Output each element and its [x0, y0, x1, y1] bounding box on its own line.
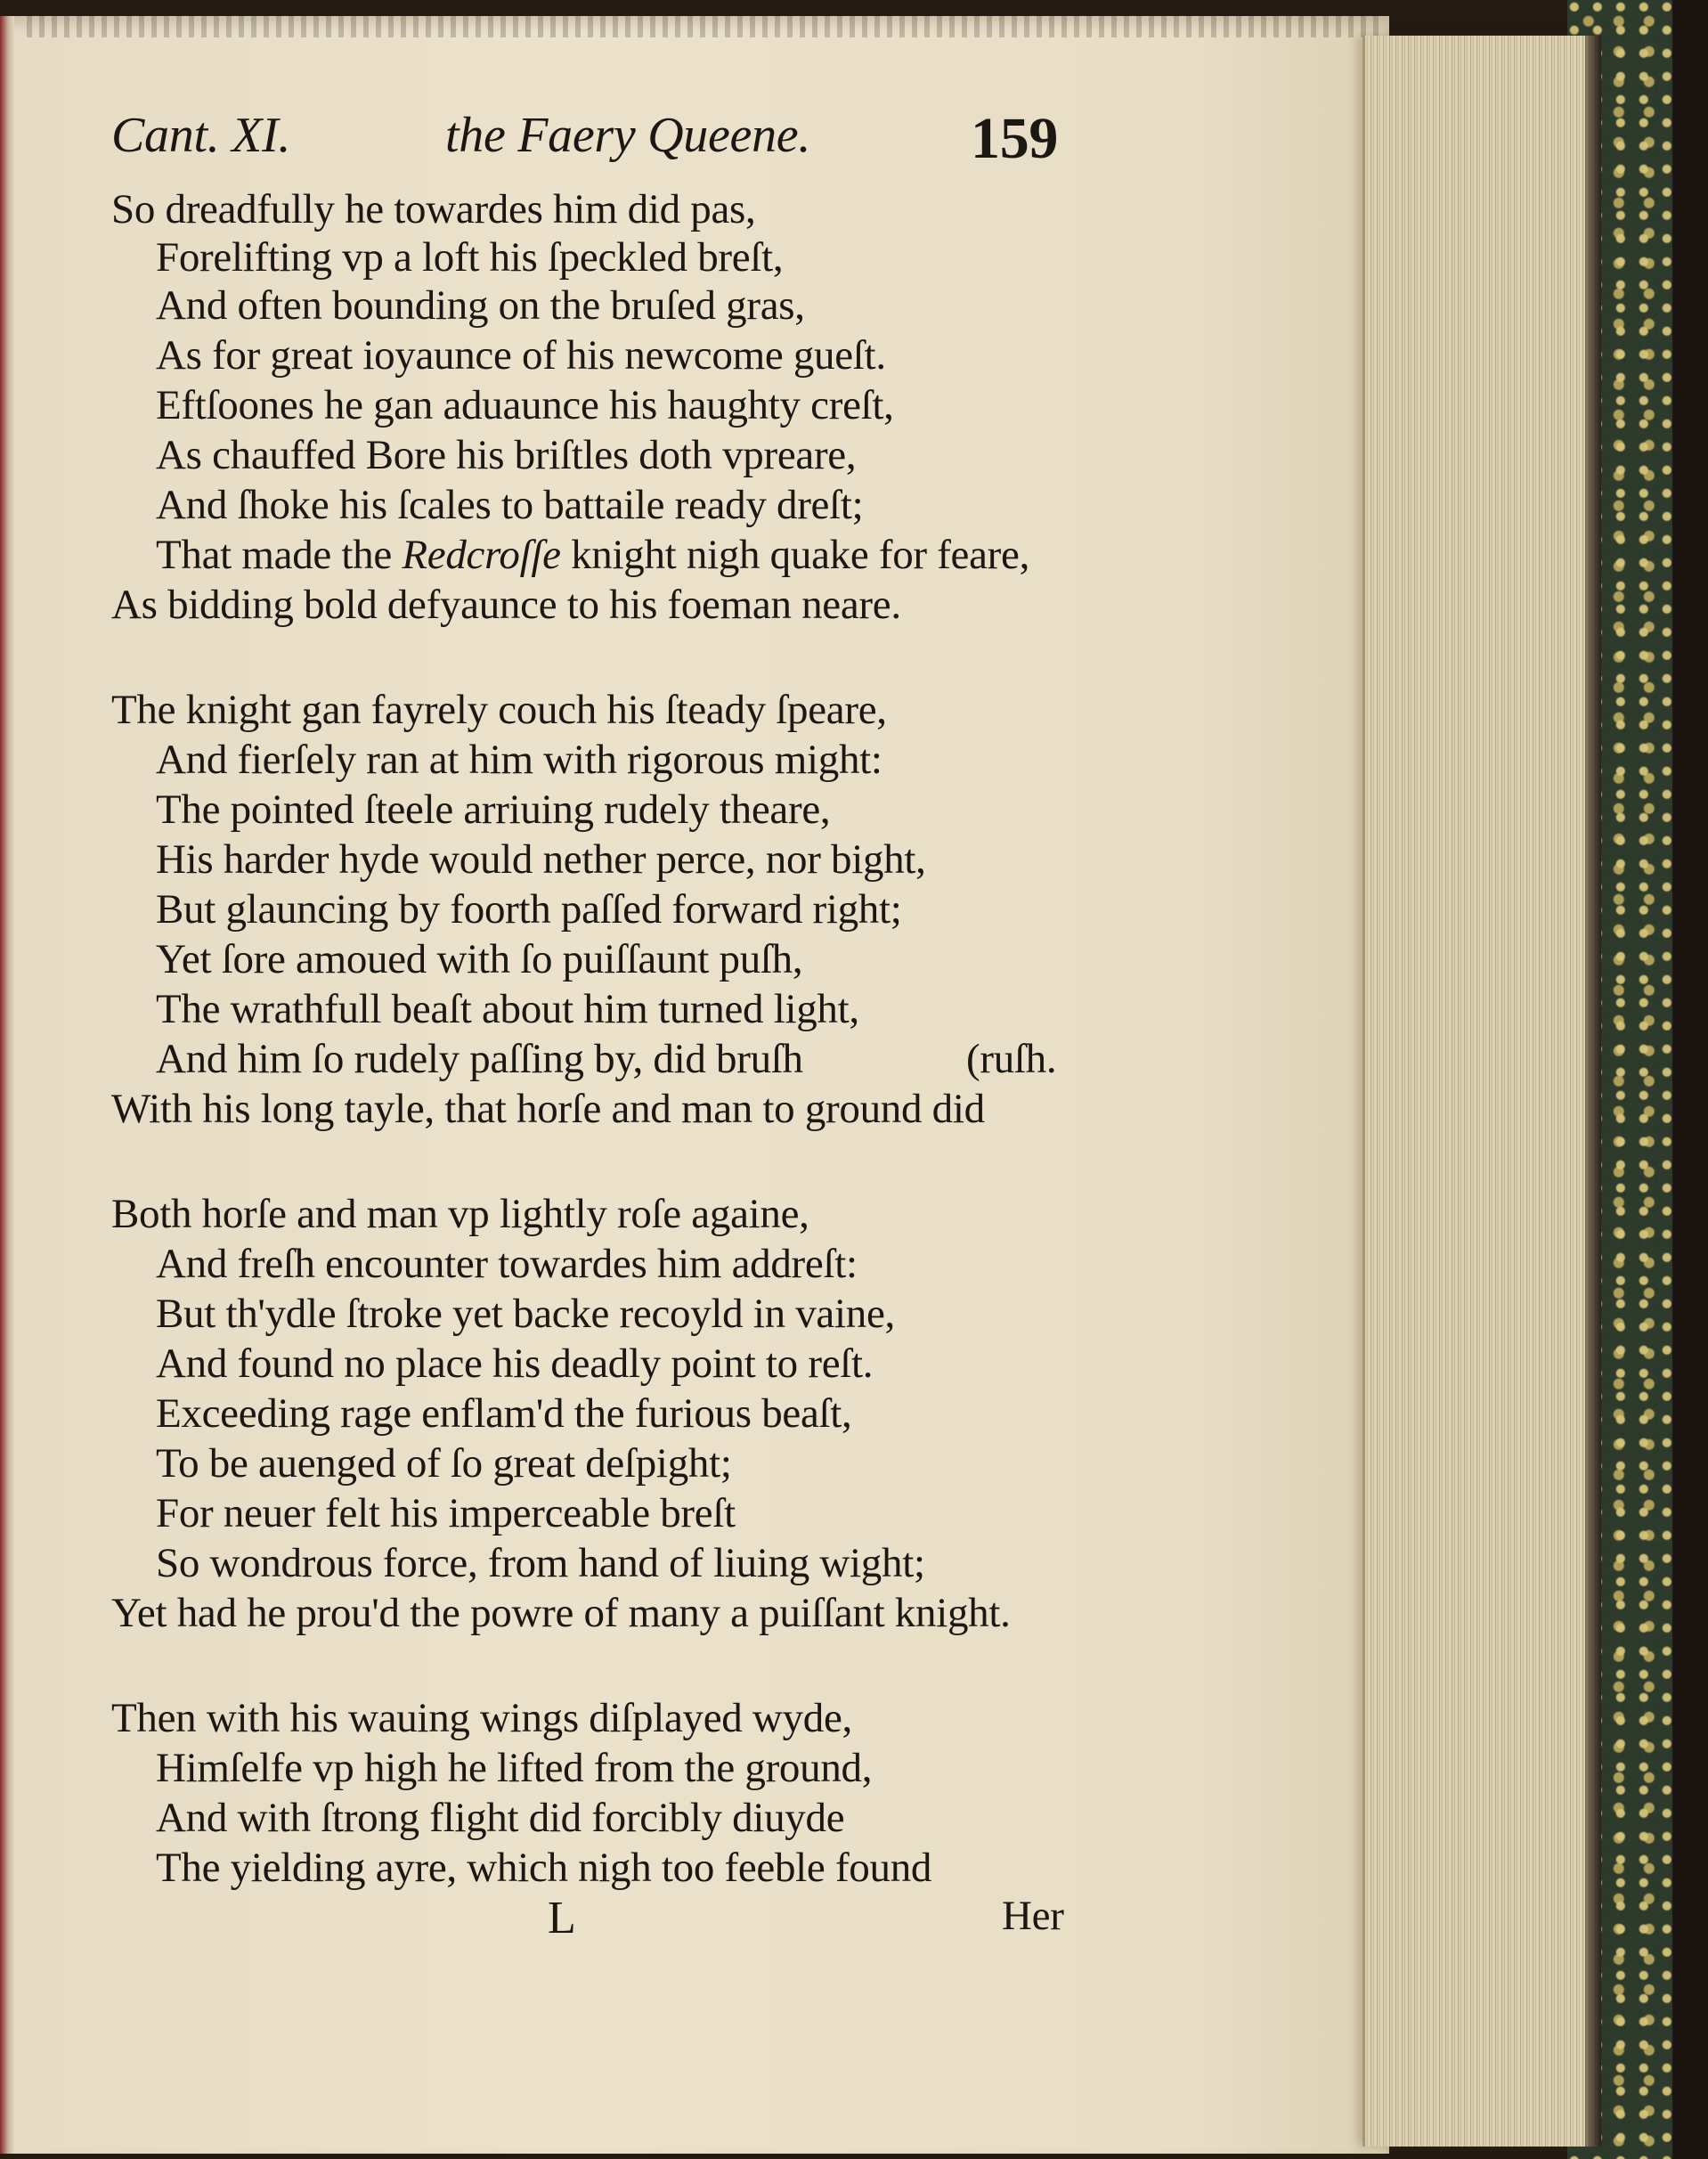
verse-line: So dreadfully he towardes him did pas, — [111, 186, 756, 232]
verse-line: But th'ydle ſtroke yet backe recoyld in vaine, — [156, 1291, 895, 1337]
verse-line: The pointed ſteele arriuing rudely theare, — [156, 786, 831, 833]
verse-line: The yielding ayre, which nigh too feeble found — [156, 1845, 932, 1891]
signature-mark: L — [548, 1893, 576, 1943]
verse-line: And ſhoke his ſcales to battaile ready dreſt; — [156, 482, 864, 528]
binding-gutter — [0, 16, 14, 2154]
top-ornament — [27, 16, 1380, 37]
verse-line: To be auenged of ſo great deſpight; — [156, 1440, 732, 1487]
verse-text: That made the — [156, 532, 392, 578]
running-title: the Faery Queene. — [445, 108, 811, 163]
proper-name: Redcroſſe — [402, 532, 561, 578]
verse-line: And with ſtrong flight did forcibly diuyde — [156, 1795, 845, 1841]
verse-line: Forelifting vp a loft his ſpeckled breſt, — [156, 234, 784, 281]
verse-line: As chauffed Bore his briſtles doth vpreare, — [156, 432, 857, 478]
verse-line: And often bounding on the bruſed gras, — [156, 282, 805, 329]
verse-line: His harder hyde would nether perce, nor bight, — [156, 836, 926, 883]
verse-line: As for great ioyaunce of his newcome gueſt. — [156, 332, 886, 379]
board-edge — [1672, 0, 1708, 2159]
verse-line: Yet had he prou'd the powre of many a puiſſant knight. — [111, 1590, 1011, 1636]
verse-line: And him ſo rudely paſſing by, did bruſh — [156, 1036, 803, 1082]
verse-line: So wondrous force, from hand of liuing wight; — [156, 1540, 925, 1586]
verse-line — [156, 531, 1029, 579]
verse-line: Yet ſore amoued with ſo puiſſaunt puſh, — [156, 936, 803, 982]
verse-line: The wrathfull beaſt about him turned light, — [156, 986, 859, 1032]
page-number: 159 — [971, 106, 1059, 171]
verse-line: Both horſe and man vp lightly roſe againe, — [111, 1191, 809, 1237]
verse-line: For neuer felt his imperceable breſt — [156, 1490, 736, 1536]
verse-line: With his long tayle, that horſe and man to ground did — [111, 1086, 985, 1132]
verse-line: And found no place his deadly point to reſt. — [156, 1340, 874, 1387]
verse-line: Then with his wauing wings diſplayed wyde, — [111, 1695, 852, 1741]
canto-heading: Cant. XI. — [111, 108, 291, 163]
turnover-word: (ruſh. — [966, 1036, 1057, 1082]
verse-line: And fierſely ran at him with rigorous might: — [156, 737, 882, 783]
catchword: Her — [1002, 1893, 1064, 1939]
verse-line: The knight gan fayrely couch his ſteady ſpeare, — [111, 687, 887, 733]
verse-line: Eftſoones he gan aduaunce his haughty creſt, — [156, 382, 894, 428]
verse-line: But glauncing by foorth paſſed forward right; — [156, 886, 902, 933]
fore-edge-shadow — [1585, 36, 1601, 2147]
verse-line: And freſh encounter towardes him addreſt: — [156, 1241, 858, 1287]
verse-line: Exceeding rage enflam'd the furious beaſt, — [156, 1390, 852, 1437]
verse-line: Himſelfe vp high he lifted from the ground, — [156, 1745, 873, 1791]
verse-text: knight nigh quake for feare, — [571, 532, 1030, 578]
page-fore-edge — [1362, 36, 1601, 2147]
verse-line: As bidding bold defyaunce to his foeman neare. — [111, 582, 901, 628]
